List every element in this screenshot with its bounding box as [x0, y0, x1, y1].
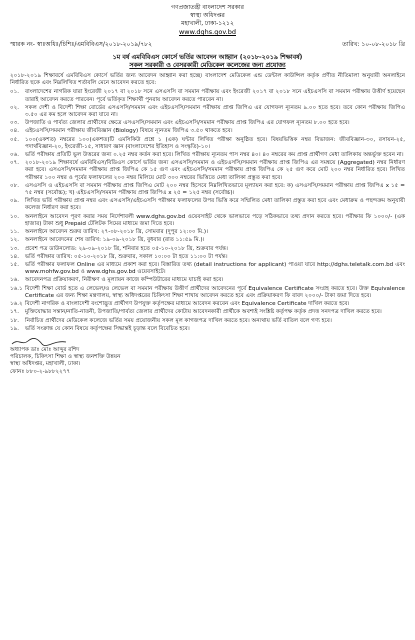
condition-item [10, 214, 405, 228]
government-name: গণপ্রজাতন্ত্রী বাংলাদেশ সরকার [171, 4, 244, 11]
condition-number: ০৫. [10, 136, 20, 143]
website-link[interactable]: www.dghs.gov.bd [178, 28, 236, 36]
condition-item [10, 160, 405, 181]
condition-text: ২০১৮-২০১৯ শিক্ষাবর্ষে এমবিবিএস/বিডিএস কোর্সে ভর্তির জন্য এসএসসি/সমমান ও এইচএসসি/সমমান পরীক্ষায় প্রাপ্ত জিপিএ এর সমন্বয়ে (Aggregated) নম্বর নির্ধারণ করা হবে। এসএসসি/সমমান পরীক্ষায় প্রাপ্ত জিপিএ কে ১৫ গুণ এবং এইচএসসি/সমমান পরীক্ষায় প্রাপ্ত জিপিএ কে ২৫ গুণ করে মোট ২০০ নম্বর নির্ধারিত হবে। লিখিত পরীক্ষার ১০০ নম্বর ও পূর্বের ফলাফলের ২০০ নম্বর মিলিয়ে মোট ৩০০ নম্বরের ভিত্তিতে মেধা তালিকা প্রস্তুত করা হবে। [25, 160, 405, 181]
condition-text: আবেদনপত্র প্রক্রিয়াকরণ, নিরীক্ষণ ও মূল্যায়ন কাজে কম্পিউটারের মাধ্যমে যাচাই করা হবে। [25, 277, 224, 284]
condition-text: অনলাইনে আবেদন পূরণ করার সময় নির্দেশাবলী www.dghs.gov.bd ওয়েবসাইট থেকে ভালভাবে পড়ে সঠিকভাবে তথ্য প্রদান করতে হবে। পরীক্ষার ফি ১০০০/- (এক হাজার) টাকা শুধু Prepaid টেলিটক সিমের মাধ্যমে জমা দিতে হবে। [25, 213, 405, 227]
condition-text: অনলাইনে আবেদন শুরুর তারিখ: ২৭-০৮-২০১৮ খ্রি, সোমবার (দুপুর ১২:০০ মি.)। [25, 228, 209, 235]
condition-number: ১৬.২ [10, 301, 23, 308]
condition-item [10, 286, 405, 300]
condition-number: ১০. [10, 213, 20, 220]
condition-item [10, 120, 405, 127]
notice-intro: ২০১৮-২০১৯ শিক্ষাবর্ষে এমবিবিএস কোর্সে ভর্তির জন্য আবেদন আহ্বান করা হচ্ছে। বাংলাদেশ মেডিকেল এন্ড ডেন্টাল কাউন্সিল কর্তৃক প্রণীত নীতিমালা অনুযায়ী অনলাইনে নির্ধারিত ছকে এবং নিম্নলিখিত শর্তাবলি মেনে আবেদন করতে হবে: [10, 73, 405, 87]
condition-number: ০১. [10, 89, 20, 96]
notice-title [10, 54, 405, 70]
condition-item [10, 105, 405, 119]
condition-item [10, 254, 405, 261]
condition-text: নির্বাচিত প্রার্থীদের মেডিকেল কলেজে ভর্তির সময় প্রয়োজনীয় সকল মূল কাগজপত্র দাখিল করতে হবে। অন্যথায় ভর্তি বাতিল বলে গণ্য হবে। [25, 317, 332, 324]
department-address: মহাখালী, ঢাকা-১২১২ [181, 20, 234, 27]
condition-text: সকল দেশী ও বিদেশী শিক্ষা বোর্ডের এসএসসি/সমমান এবং এইচএসসি/সমমান পরীক্ষায় প্রাপ্ত জিপিএ এর যোগফল ন্যূনতম ৯.০০ হতে হবে। তবে কোন পরীক্ষায় জিপিএ ৩.৫০ এর কম হলে আবেদন করা যাবে না। [25, 104, 405, 118]
signatory-dept: স্বাস্থ্য অধিদপ্তর, মহাখালী, ঢাকা। [10, 361, 81, 368]
condition-text: এইচএসসি/সমমান পরীক্ষায় জীববিজ্ঞান (Biology) বিষয়ে ন্যূনতম জিপিএ ৩.৫০ থাকতে হবে। [25, 128, 233, 135]
condition-item [10, 237, 405, 244]
condition-number: ১৬. [10, 277, 20, 284]
condition-text: লিখিত ভর্তি পরীক্ষায় প্রাপ্ত নম্বর এবং এসএসসি/এইচএসসি পরীক্ষার ফলাফলের উপর ভিত্তি করে সম্মিলিত মেধা তালিকা প্রস্তুত করা হবে এবং মেধাক্রম ও পছন্দক্রম অনুযায়ী কলেজ নির্ধারণ করা হবে। [25, 198, 405, 212]
reference-row [10, 41, 405, 49]
condition-item [10, 128, 405, 135]
condition-item [10, 277, 405, 284]
condition-number: ১২. [10, 237, 20, 244]
signatory-title: পরিচালক, চিকিৎসা শিক্ষা ও স্বাস্থ্য জনশক্তি উন্নয়ন [10, 354, 121, 361]
condition-item [10, 262, 405, 276]
signatory-name: অধ্যাপক ডাঃ মোঃ আব্দুর রশিদ [10, 347, 80, 354]
condition-number: ১৬.১ [10, 285, 23, 292]
condition-number: ১৪. [10, 253, 20, 260]
condition-number: ১৯. [10, 325, 20, 332]
condition-text: বিদেশী শিক্ষা বোর্ড হতে এ লেভেল/ও লেভেল বা সমমান পরীক্ষায় উত্তীর্ণ প্রার্থীদের আবেদনের পূর্বে Equivalence Certificate সংগ্রহ করতে হবে। উক্ত Equivalence Certificate এর জন্য শিক্ষা মন্ত্রণালয়, স্বাস্থ্য অধিদপ্তরের চিকিৎসা শিক্ষা শাখায় আবেদন করতে হবে এবং প্রক্রিয়াকরণ ফি বাবদ ২০০০/- টাকা জমা দিতে হবে। [25, 285, 405, 299]
condition-number: ০৮. [10, 182, 20, 189]
signature-scribble [10, 337, 70, 347]
condition-number: ০৩. [10, 120, 20, 127]
condition-text: ভর্তি সংক্রান্ত যে কোন বিষয়ে কর্তৃপক্ষের সিদ্ধান্তই চূড়ান্ত বলে বিবেচিত হবে। [25, 325, 190, 332]
memo-date: তারিখ: ১০-০৮-২০১৮ খ্রি [342, 41, 405, 48]
condition-text: মুক্তিযোদ্ধার সন্তান/নাতি-নাতনী, উপজাতি/পার্বত্য জেলার প্রার্থীদের কোটায় আবেদনকারী প্রার্থীকে অবশ্যই সংশ্লিষ্ট কর্তৃপক্ষ কর্তৃক প্রদত্ত সনদপত্র দাখিল করতে হবে। [25, 309, 382, 316]
condition-item [10, 326, 405, 333]
condition-item [10, 229, 405, 236]
condition-text: ভর্তি পরীক্ষার ফলাফল Online এর মাধ্যমে প্রকাশ করা হবে। বিস্তারিত তথ্য (detail instructions for applicant) পাওয়া যাবে http://dghs.teletalk.com.bd এবং www.mohfw.gov.bd ও www.dghs.gov.bd ওয়েবসাইটে। [25, 262, 405, 276]
condition-item [10, 309, 405, 316]
condition-number: ১১. [10, 228, 20, 235]
condition-number: ১৭. [10, 309, 20, 316]
condition-number: ০৭. [10, 160, 20, 167]
condition-text: বাংলাদেশের নাগরিক যারা ইংরেজী ২০১৭ বা ২০১৮ সনে এসএসসি বা সমমান পরীক্ষায় এবং ইংরেজী ২০১৭ বা ২০১৮ সনে এইচএসসি বা সমমান পরীক্ষায় উত্তীর্ণ হয়েছেন তারাই আবেদন করতে পারবেন। পূর্বে ভর্তিকৃত শিক্ষার্থী পুনরায় আবেদন করতে পারবেন না। [25, 89, 405, 103]
condition-item [10, 183, 405, 197]
condition-number: ১৩. [10, 245, 20, 252]
condition-item [10, 246, 405, 253]
condition-item [10, 198, 405, 212]
condition-text: অনলাইনে আবেদনের শেষ তারিখ: ১৯-০৯-২০১৮ খ্রি, বুধবার (রাত ১১:৫৯ মি.)। [25, 237, 205, 244]
condition-item [10, 137, 405, 151]
condition-item [10, 318, 405, 325]
signature-block [10, 337, 180, 376]
condition-list [10, 89, 405, 333]
condition-number: ০২. [10, 104, 20, 111]
condition-number: ০৬. [10, 152, 20, 159]
signatory-phone: ফোনঃ ৮৮০-২-৯৮৮২২৭৭ [10, 368, 71, 375]
condition-text: ১০০(একশত) নম্বরের ১০০(একশত)টি এমসিকিউ প্রশ্নে ১ (এক) ঘন্টার লিখিত পরীক্ষা অনুষ্ঠিত হবে। বিষয়ভিত্তিক নম্বর বিভাজন: জীববিজ্ঞান-৩০, রসায়ন-২৫, পদার্থবিজ্ঞান-২০, ইংরেজী-১৫, সাধারণ জ্ঞান (বাংলাদেশের ইতিহাস ও সংস্কৃতি)-১০। [25, 136, 405, 150]
notice-title-sub: সকল সরকারী ও বেসরকারী মেডিকেল কলেজের জন্য প্রযোজ্য [129, 62, 286, 69]
memo-number: স্মারক নং- স্বাঃঅধিঃ/চিশিঃ/এমবিবিএস/২০১৮-২০১৯/৭৮২ [10, 41, 152, 48]
condition-item [10, 89, 405, 103]
condition-number: ১৮. [10, 317, 20, 324]
letterhead [10, 4, 405, 36]
condition-number: ০৯. [10, 198, 20, 205]
condition-number: ০৪. [10, 128, 20, 135]
condition-text: এসএসসি ও এইচএসসি বা সমমান পরীক্ষায় প্রাপ্ত জিপিএ মোট ২০০ নম্বর হিসেবে নিম্নলিখিতভাবে মূল্যায়ন করা হবে: ক) এসএসসি/সমমান পরীক্ষায় প্রাপ্ত জিপিএ x ১৫ = ৭৫ নম্বর (সর্বোচ্চ); খ) এইচএসসি/সমমান পরীক্ষায় প্রাপ্ত জিপিএ x ২৫ = ১২৫ নম্বর (সর্বোচ্চ)। [25, 182, 405, 196]
condition-text: ভর্তি পরীক্ষায় প্রতিটি ভুল উত্তরের জন্য ০.২৫ নম্বর কর্তন করা হবে। লিখিত পরীক্ষায় ন্যূনতম পাস নম্বর ৪০। ৪০ নম্বরের কম প্রাপ্ত প্রার্থীগণ মেধা তালিকায় অন্তর্ভুক্ত হবেন না। [25, 152, 404, 159]
condition-text: বিদেশী নাগরিক ও বাংলাদেশী বংশোদ্ভূত প্রার্থীগণ উপযুক্ত কর্তৃপক্ষের মাধ্যমে আবেদন করবেন এবং Equivalence Certificate দাখিল করতে হবে। [25, 301, 350, 308]
condition-item [10, 152, 405, 159]
condition-number: ১৫. [10, 262, 20, 269]
department-name: স্বাস্থ্য অধিদপ্তর [190, 12, 225, 19]
condition-text: উপজাতি ও পার্বত্য জেলার প্রার্থীদের ক্ষেত্রে এসএসসি/সমমান এবং এইচএসসি/সমমান পরীক্ষায় প্রাপ্ত জিপিএ এর যোগফল ন্যূনতম ৮.০০ হতে হবে। [25, 120, 350, 127]
condition-text: ভর্তি পরীক্ষার তারিখ: ০৫-১০-২০১৮ খ্রি, শুক্রবার, সকাল ১০:০০ টা হতে ১১:০০ টা পর্যন্ত। [25, 253, 228, 260]
condition-item [10, 301, 405, 308]
notice-title-main: ১ম বর্ষ এমবিবিএস কোর্সে ভর্তির আবেদন আহ্বান (২০১৮-২০১৯ শিক্ষাবর্ষ) [112, 54, 303, 61]
condition-text: প্রবেশ পত্র ডাউনলোড: ২৯-০৯-২০১৮ খ্রি, শনিবার হতে ০৫-১০-২০১৮ খ্রি, শুক্রবার পর্যন্ত। [25, 245, 228, 252]
